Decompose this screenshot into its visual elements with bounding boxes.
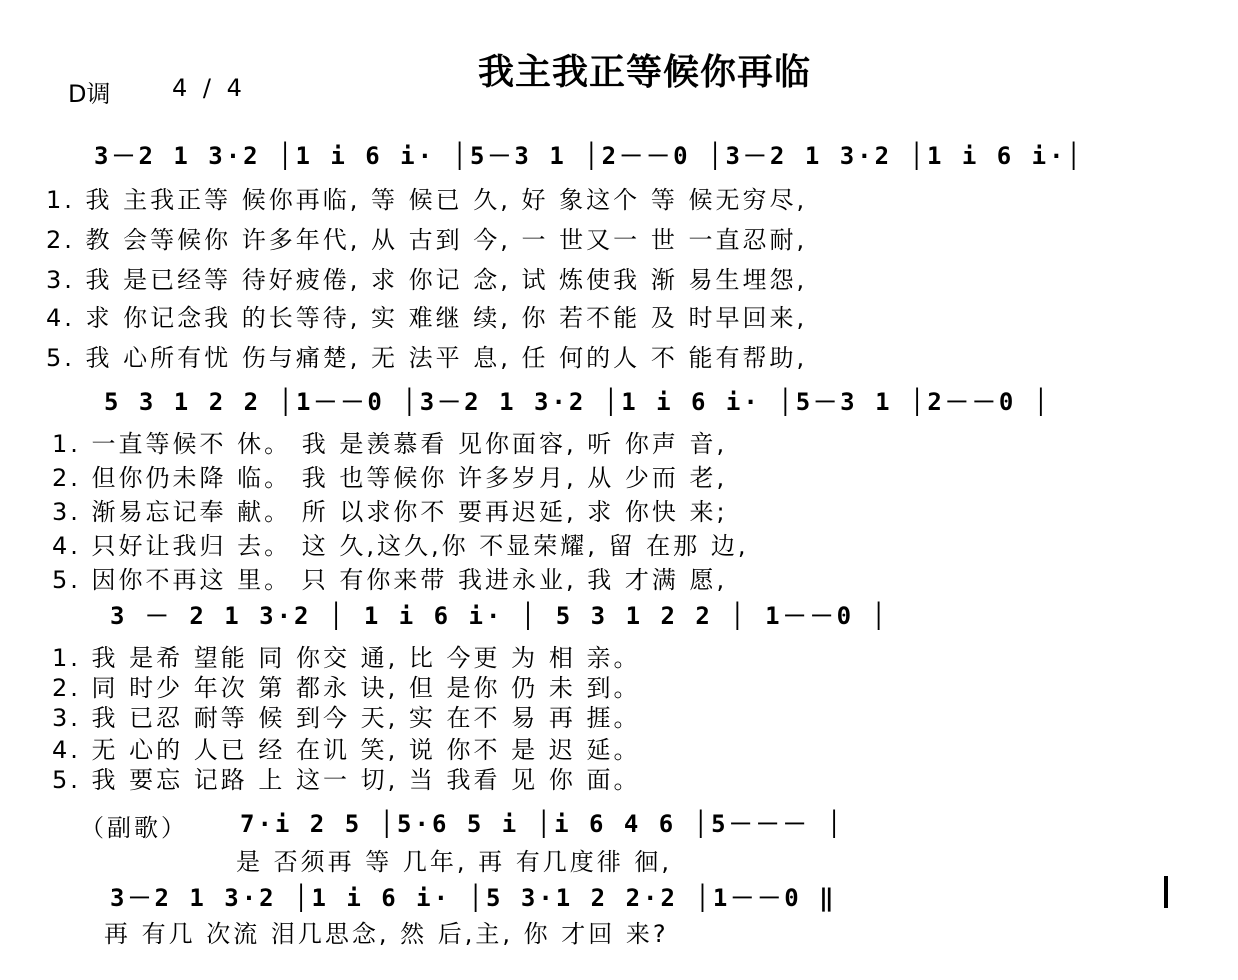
lyric-1-verse-3: 3. 我 是已经等 待好疲倦, 求 你记 念, 试 炼使我 渐 易生埋怨, — [46, 266, 808, 294]
lyric-3-verse-5: 5. 我 要忘 记路 上 这一 切, 当 我看 见 你 面。 — [52, 766, 641, 794]
final-barline — [1164, 876, 1168, 908]
lyric-1-verse-4: 4. 求 你记念我 的长等待, 实 难继 续, 你 若不能 及 时早回来, — [46, 304, 808, 332]
lyric-3-verse-2: 2. 同 时少 年次 第 都永 诀, 但 是你 仍 未 到。 — [52, 674, 641, 702]
chorus-label: （副歌） — [80, 814, 188, 842]
chorus-notation: 7·i 2 5 │5·6 5 i │i 6 4 6 │5－－－ │ — [240, 810, 845, 838]
lyric-1-verse-2: 2. 教 会等候你 许多年代, 从 古到 今, 一 世又一 世 一直忍耐, — [46, 226, 808, 254]
final-lyrics: 再 有几 次流 泪几思念, 然 后,主, 你 才回 来? — [104, 920, 669, 948]
lyric-2-verse-3: 3. 渐易忘记奉 献。 所 以求你不 要再迟延, 求 你快 来; — [52, 498, 728, 526]
lyric-1-verse-5: 5. 我 心所有忧 伤与痛楚, 无 法平 息, 任 何的人 不 能有帮助, — [46, 344, 808, 372]
time-signature: 4 / 4 — [172, 74, 246, 102]
song-title: 我主我正等候你再临 — [478, 52, 812, 93]
key-signature: D调 — [68, 80, 111, 108]
lyric-3-verse-4: 4. 无 心的 人已 经 在讥 笑, 说 你不 是 迟 延。 — [52, 736, 641, 764]
notation-row-3: 3 － 2 1 3·2 │ 1 i 6 i· │ 5 3 1 2 2 │ 1－－0 │ — [110, 602, 889, 630]
lyric-3-verse-3: 3. 我 已忍 耐等 候 到今 天, 实 在不 易 再 捱。 — [52, 704, 641, 732]
lyric-1-verse-1: 1. 我 主我正等 候你再临, 等 候已 久, 好 象这个 等 候无穷尽, — [46, 186, 808, 214]
lyric-2-verse-1: 1. 一直等候不 休。 我 是羡慕看 见你面容, 听 你声 音, — [52, 430, 728, 458]
final-notation: 3－2 1 3·2 │1 i 6 i· │5 3·1 2 2·2 │1－－0 ‖ — [110, 884, 837, 912]
notation-row-1: 3－2 1 3·2 │1 i 6 i· │5－3 1 │2－－0 │3－2 1 3·2 │1 i 6 i·│ — [94, 142, 1085, 170]
chorus-lyrics: 是 否须再 等 几年, 再 有几度徘 徊, — [236, 848, 673, 876]
lyric-2-verse-2: 2. 但你仍未降 临。 我 也等候你 许多岁月, 从 少而 老, — [52, 464, 728, 492]
lyric-3-verse-1: 1. 我 是希 望能 同 你交 通, 比 今更 为 相 亲。 — [52, 644, 641, 672]
lyric-2-verse-5: 5. 因你不再这 里。 只 有你来带 我进永业, 我 才满 愿, — [52, 566, 728, 594]
lyric-2-verse-4: 4. 只好让我归 去。 这 久,这久,你 不显荣耀, 留 在那 边, — [52, 532, 749, 560]
notation-row-2: 5 3 1 2 2 │1－－0 │3－2 1 3·2 │1 i 6 i· │5－3 1 │2－－0 │ — [104, 388, 1052, 416]
